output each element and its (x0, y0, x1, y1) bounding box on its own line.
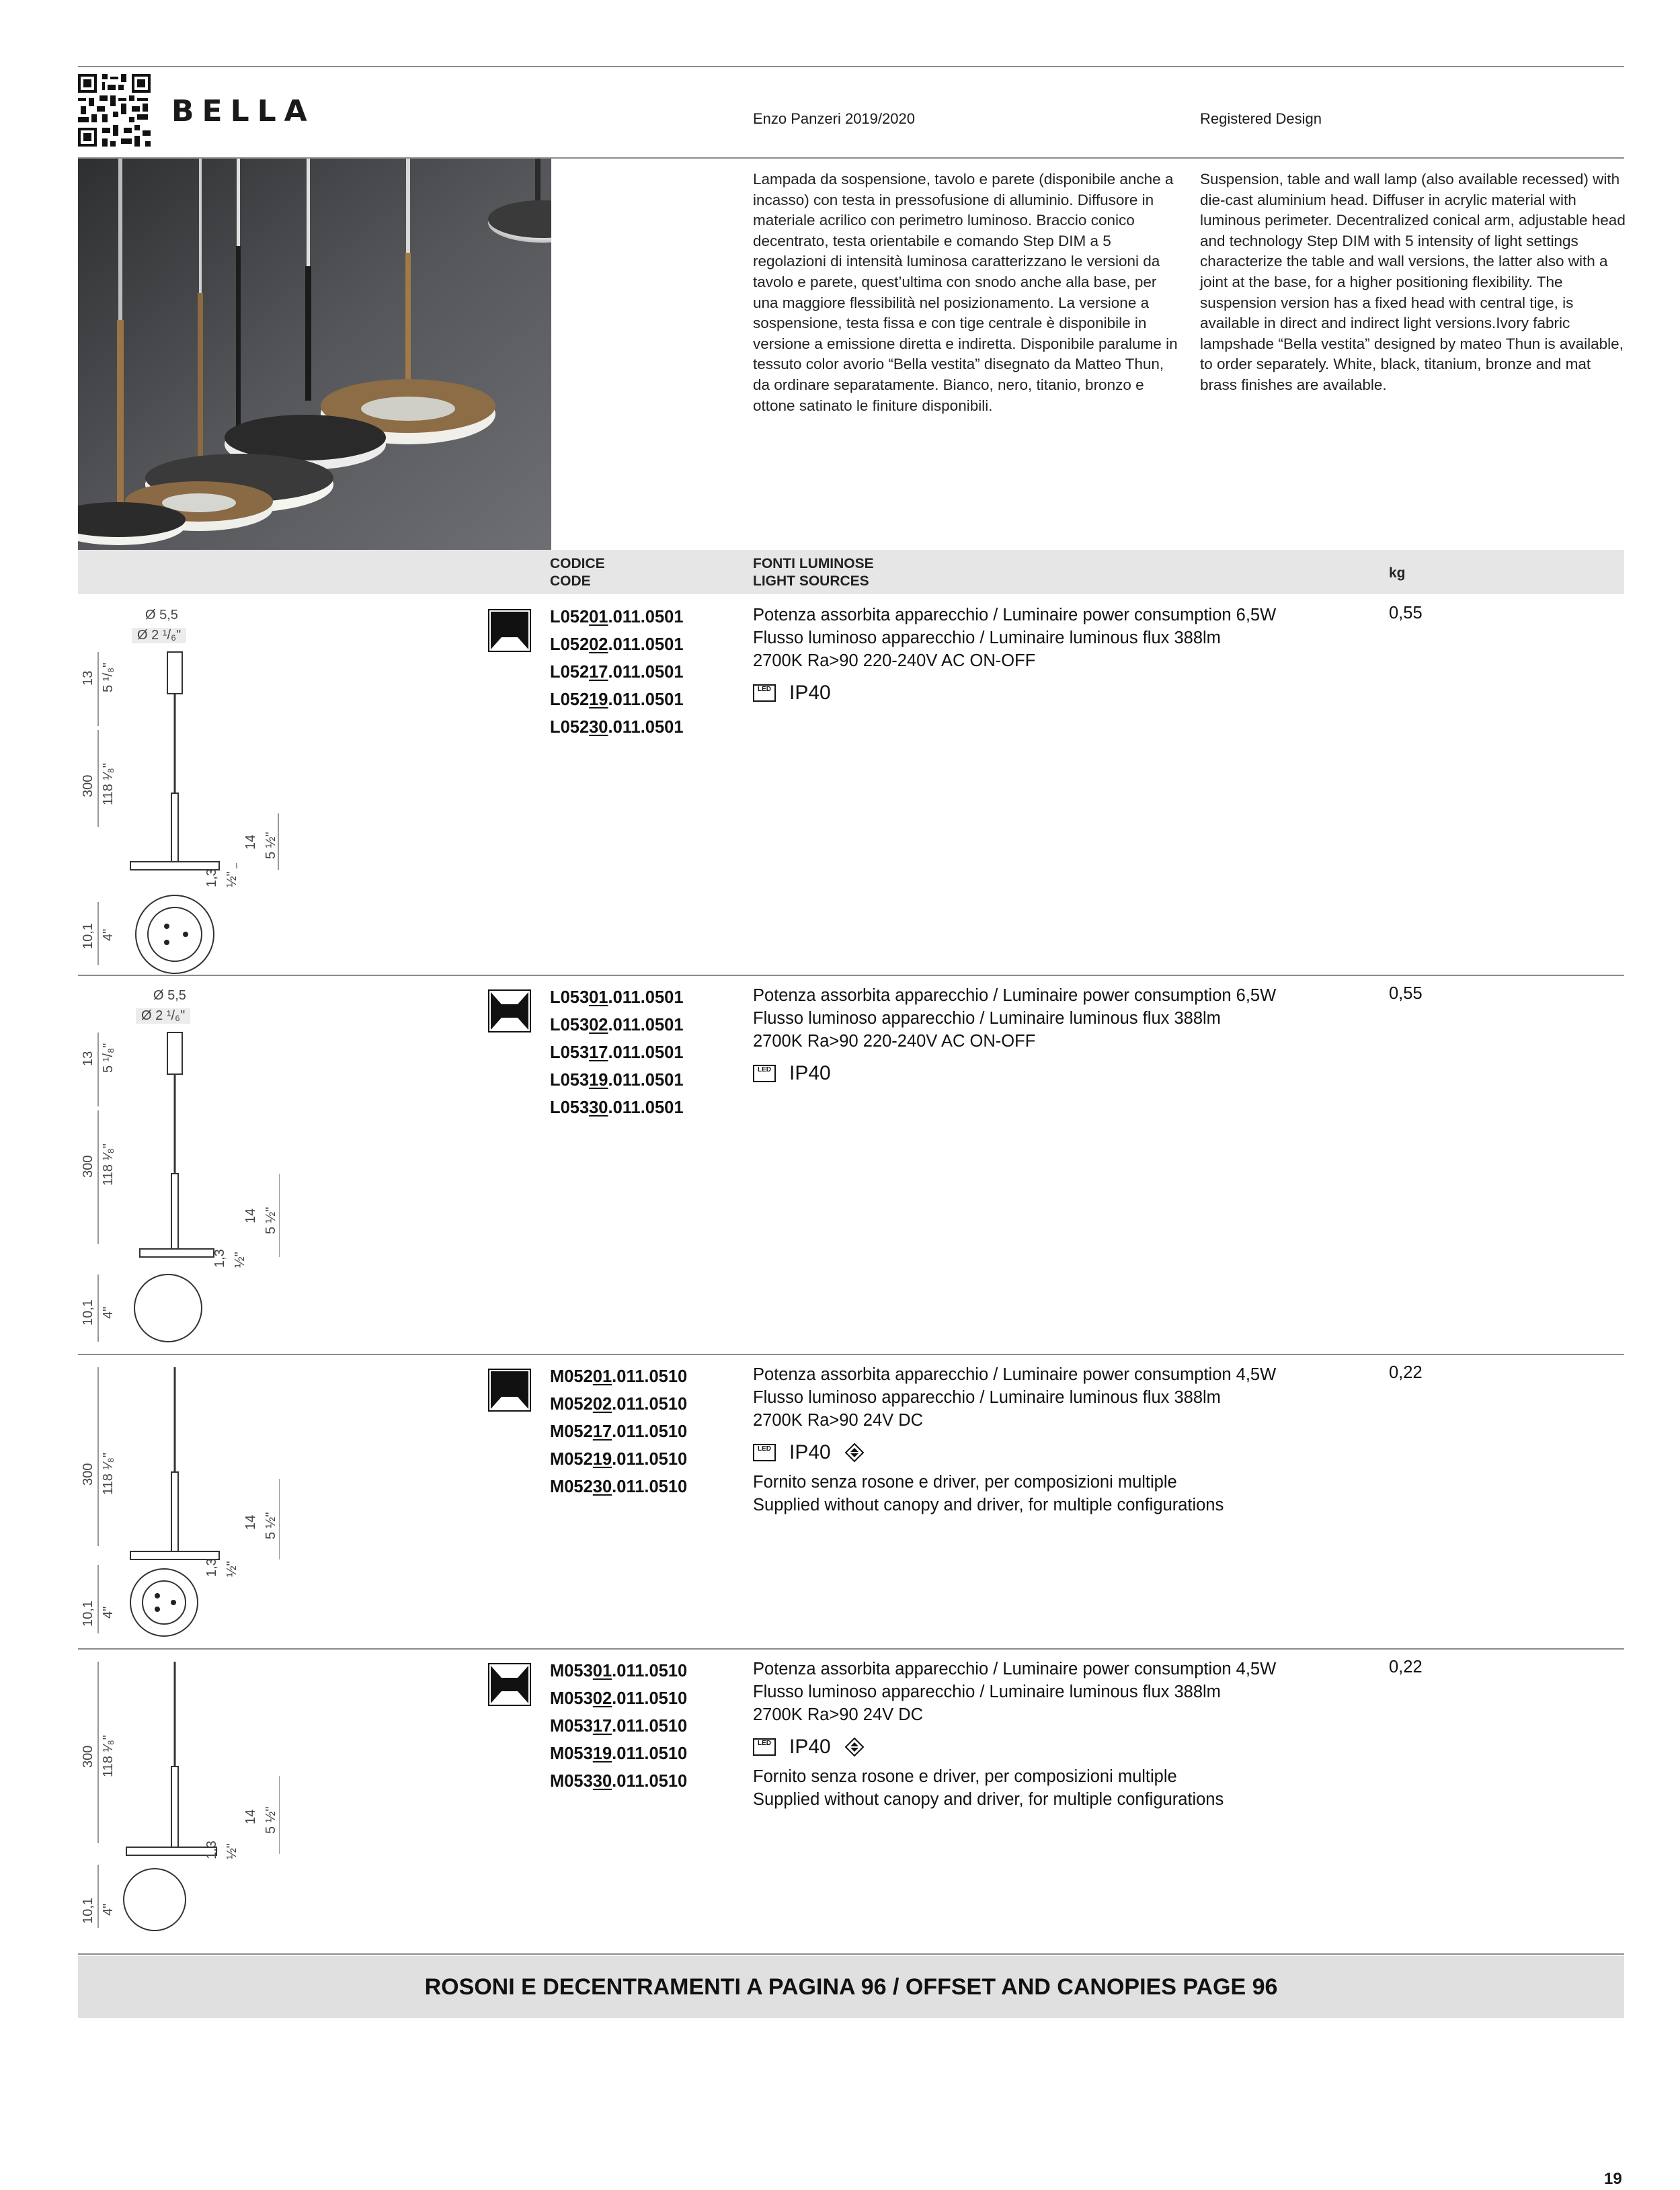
footer-rule (78, 1953, 1624, 1955)
col-code-en: CODE (550, 573, 591, 589)
footer-banner: ROSONI E DECENTRAMENTI A PAGINA 96 / OFFSET AND CANOPIES PAGE 96 (78, 1956, 1624, 2018)
product-code: M05202.011.0510 (550, 1395, 688, 1414)
flux-spec: Flusso luminoso apparecchio / Luminaire luminous flux 388lm (753, 628, 1221, 647)
height-14-in-label: 5 ½" (264, 1207, 278, 1234)
product-code: M05302.011.0510 (550, 1689, 688, 1708)
ip-rating: IP40 (789, 1736, 831, 1758)
product-4-weight: 0,22 (1389, 1658, 1423, 1676)
height-1-3-label: 1,3 (204, 1840, 219, 1859)
height-14-label: 14 (243, 1809, 258, 1824)
ip-rating: IP40 (789, 1441, 831, 1463)
description-english: Suspension, table and wall lamp (also available recessed) with die-cast aluminium head. Diffuser in acrylic material with luminous perimeter. Decentralized conical arm, adjustable head and technology Step DIM with 5 intensity of light settings characterize the table and wall versions, the latter also with a joint at the base, for a higher positioning flexibility. The suspension version has a fixed head with central tige, is available in direct and indirect light versions.Ivory fabric lampshade “Bella vestita” designed by mateo Thun is available, to order separately. White, black, titanium, bronze and mat brass finishes are available. (1200, 171, 1626, 393)
ip-rating: IP40 (789, 1062, 831, 1084)
led-icon: LED (753, 1738, 776, 1756)
remote-driver-icon (844, 1443, 865, 1463)
product-4-specs (753, 1658, 1358, 1811)
qr-code-icon (78, 74, 151, 147)
product-code: L05202.011.0501 (550, 635, 684, 654)
product-code: L05230.011.0501 (550, 718, 684, 737)
product-code: L05319.011.0501 (550, 1071, 684, 1090)
height-300-in-label: 118 ¹⁄₈" (101, 1143, 116, 1186)
diameter-in-label: Ø 2 ¹/₆" (136, 1008, 190, 1024)
product-code: L05217.011.0501 (550, 663, 684, 682)
product-3-weight: 0,22 (1389, 1363, 1423, 1382)
remote-driver-icon (844, 1737, 865, 1757)
product-code: L05317.011.0501 (550, 1043, 684, 1062)
power-spec: Potenza assorbita apparecchio / Luminaire power consumption 6,5W (753, 986, 1277, 1005)
height-300-in-label: 118 ¹⁄₈" (101, 1453, 116, 1495)
height-300-label: 300 (81, 1745, 95, 1768)
page-number: 19 (1604, 2170, 1622, 2188)
led-icon: LED (753, 1444, 776, 1461)
height-14-label: 14 (243, 834, 258, 850)
product-code: L05301.011.0501 (550, 988, 684, 1007)
product-3-specs (753, 1363, 1358, 1516)
height-300-in-label: 118 ¹⁄₈" (101, 763, 116, 805)
height-1-3-in-label: ½" (233, 1252, 247, 1268)
height-300-label: 300 (81, 1155, 95, 1178)
flux-spec: Flusso luminoso apparecchio / Luminaire luminous flux 388lm (753, 1682, 1221, 1701)
note-english: Supplied without canopy and driver, for multiple configurations (753, 1790, 1224, 1809)
registered-design-label: Registered Design (1200, 110, 1322, 127)
diameter-mm-label: Ø 5,5 (145, 608, 178, 622)
height-300-label: 300 (81, 1463, 95, 1486)
direct-light-icon (488, 609, 531, 652)
product-code: M05319.011.0510 (550, 1744, 688, 1763)
description-italian: Lampada da sospensione, tavolo e parete (disponibile anche a incasso) con testa in pressofusione di alluminio. Diffusore in materiale acrilico con perimetro luminoso. Braccio conico decentrato, testa orientabile e comando Step DIM a 5 regolazioni di intensità luminosa caratterizzano le versioni da tavolo e parete, quest’ultima con snodo anche alla base, per una maggiore flessibilità nel posizionamento. La versione a sospensione, testa fissa e con tige centrale è disponibile in versione a emissione diretta e indiretta. Disponibile paralume in tessuto color avorio “Bella vestita” disegnato da Matteo Thun, da ordinare separatamente. Bianco, nero, titanio, bronzo e ottone satinato le finiture disponibili. (753, 171, 1178, 414)
width-10-1-label: 10,1 (81, 923, 95, 949)
power-spec: Potenza assorbita apparecchio / Luminaire power consumption 4,5W (753, 1660, 1277, 1678)
top-rule (78, 66, 1624, 67)
width-10-1-in-label: 4" (101, 1606, 116, 1619)
height-1-3-in-label: ½" (225, 1561, 239, 1577)
diameter-mm-label: Ø 5,5 (153, 988, 186, 1003)
product-code: M05217.011.0510 (550, 1422, 688, 1441)
row-divider (78, 975, 1624, 976)
height-14-in-label: 5 ½" (264, 1512, 278, 1539)
height-14-in-label: 5 ½" (264, 1806, 278, 1834)
width-10-1-in-label: 4" (101, 1306, 116, 1319)
product-code: L05219.011.0501 (550, 690, 684, 709)
height-13-in-label: 5 ¹/₈" (101, 662, 116, 692)
direct-light-icon (488, 1369, 531, 1412)
product-4-drawing (78, 1652, 280, 1941)
product-1-specs (753, 604, 1358, 704)
height-13-label: 13 (81, 670, 95, 686)
row-divider (78, 1648, 1624, 1650)
diameter-in-label: Ø 2 ¹/₆" (132, 628, 186, 643)
height-1-3-label: 1,3 (204, 1558, 219, 1577)
product-code: M05219.011.0510 (550, 1450, 688, 1469)
col-kg-header: kg (1389, 565, 1406, 581)
height-1-3-in-label: ½" (225, 871, 239, 887)
ip-rating: IP40 (789, 682, 831, 704)
width-10-1-label: 10,1 (81, 1299, 95, 1326)
height-1-3-label: 1,3 (212, 1249, 227, 1268)
height-14-label: 14 (243, 1208, 258, 1223)
product-2-weight: 0,55 (1389, 984, 1423, 1003)
height-300-label: 300 (81, 774, 95, 797)
product-code: M05301.011.0510 (550, 1662, 688, 1680)
col-sources-it: FONTI LUMINOSE (753, 556, 874, 571)
product-1-drawing (78, 598, 280, 975)
product-code: M05201.011.0510 (550, 1367, 688, 1386)
height-14-in-label: 5 ½" (264, 832, 278, 859)
flux-spec: Flusso luminoso apparecchio / Luminaire luminous flux 388lm (753, 1388, 1221, 1407)
flux-spec: Flusso luminoso apparecchio / Luminaire luminous flux 388lm (753, 1009, 1221, 1028)
product-1-codes (550, 604, 684, 741)
led-icon: LED (753, 1065, 776, 1082)
note-italian: Fornito senza rosone e driver, per composizioni multiple (753, 1767, 1177, 1786)
product-code: L05302.011.0501 (550, 1016, 684, 1035)
temperature-spec: 2700K Ra>90 220-240V AC ON-OFF (753, 651, 1036, 670)
width-10-1-in-label: 4" (101, 1903, 116, 1916)
product-code: L05330.011.0501 (550, 1098, 684, 1117)
temperature-spec: 2700K Ra>90 24V DC (753, 1705, 924, 1724)
product-3-drawing (78, 1358, 280, 1647)
width-10-1-in-label: 4" (101, 928, 116, 941)
height-13-in-label: 5 ¹/₈" (101, 1043, 116, 1073)
height-1-3-in-label: ½" (225, 1843, 239, 1859)
height-300-in-label: 118 ¹⁄₈" (101, 1735, 116, 1777)
product-3-codes (550, 1363, 687, 1501)
temperature-spec: 2700K Ra>90 220-240V AC ON-OFF (753, 1032, 1036, 1051)
height-1-3-label: 1,3 (204, 868, 219, 887)
height-13-label: 13 (81, 1051, 95, 1066)
col-code-header (550, 555, 605, 590)
product-2-specs (753, 984, 1358, 1085)
led-icon: LED (753, 684, 776, 702)
note-english: Supplied without canopy and driver, for multiple configurations (753, 1496, 1224, 1514)
product-code: M05230.011.0510 (550, 1477, 688, 1496)
temperature-spec: 2700K Ra>90 24V DC (753, 1411, 924, 1430)
page-title: BELLA (171, 94, 315, 128)
note-italian: Fornito senza rosone e driver, per composizioni multiple (753, 1473, 1177, 1492)
row-divider (78, 1354, 1624, 1355)
product-1-weight: 0,55 (1389, 604, 1423, 622)
height-14-label: 14 (243, 1514, 258, 1530)
width-10-1-label: 10,1 (81, 1898, 95, 1924)
product-photo (78, 159, 551, 550)
product-2-drawing (78, 979, 280, 1355)
product-code: M05330.011.0510 (550, 1772, 688, 1791)
direct-indirect-light-icon (488, 989, 531, 1032)
direct-indirect-light-icon (488, 1663, 531, 1706)
power-spec: Potenza assorbita apparecchio / Luminaire power consumption 4,5W (753, 1365, 1277, 1384)
col-code-it: CODICE (550, 556, 605, 571)
col-sources-en: LIGHT SOURCES (753, 573, 869, 589)
product-code: L05201.011.0501 (550, 608, 684, 626)
col-sources-header (753, 555, 874, 590)
product-code: M05317.011.0510 (550, 1717, 688, 1736)
product-4-codes (550, 1658, 687, 1795)
designer-credit: Enzo Panzeri 2019/2020 (753, 110, 915, 127)
product-2-codes (550, 984, 684, 1122)
power-spec: Potenza assorbita apparecchio / Luminaire power consumption 6,5W (753, 606, 1277, 624)
width-10-1-label: 10,1 (81, 1600, 95, 1627)
